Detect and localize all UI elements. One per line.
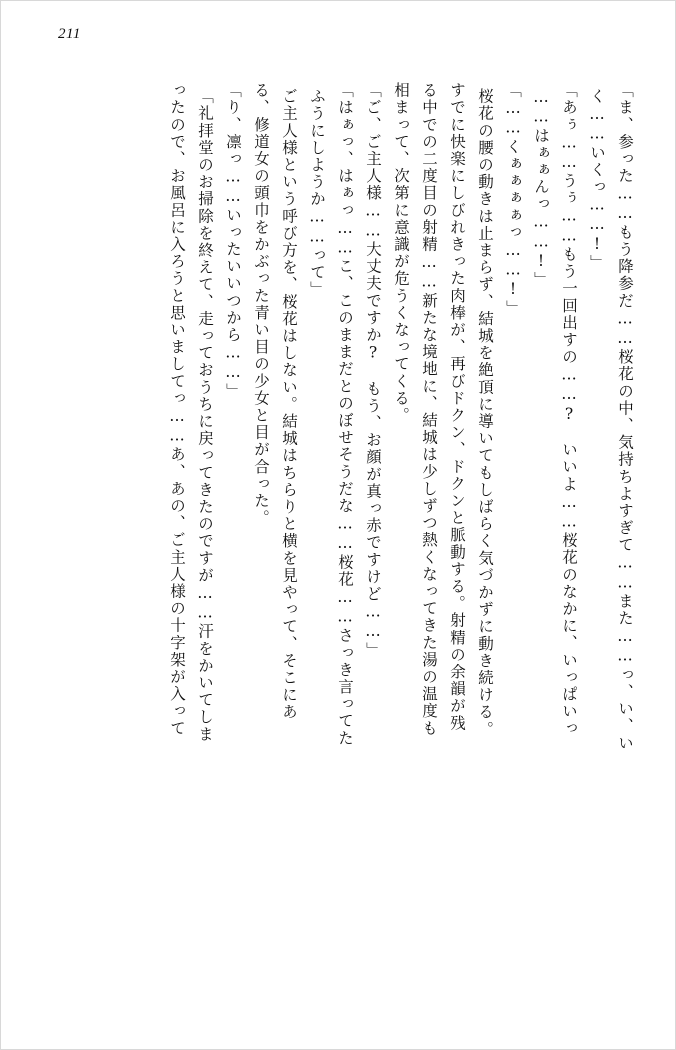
vertical-text-body bbox=[44, 82, 632, 1002]
text-column: ご主人様という呼び方を、桜花はしない。結城はちらりと横を見やって、そこにあ bbox=[280, 88, 298, 721]
text-column: 「ご、ご主人様……大丈夫ですか? もう、お顔が真っ赤ですけど……」 bbox=[364, 82, 382, 659]
text-column: 「はぁっ、はぁっ……こ、このままだとのぼせそうだな……桜花……さっき言ってた bbox=[336, 82, 354, 747]
text-column: 「礼拝堂のお掃除を終えて、走っておうちに戻ってきたのですが……汗をかいてしま bbox=[196, 88, 214, 743]
page-number: 211 bbox=[58, 26, 81, 42]
text-column: 「ま、参った……もう降参だ……桜花の中、気持ちよすぎて……また……っ、い、い bbox=[616, 82, 634, 752]
text-column: ふうにしようか……って」 bbox=[308, 88, 326, 299]
text-column: ……はぁぁんっ……!」 bbox=[532, 88, 550, 289]
text-column: 桜花の腰の動きは止まらず、結城を絶頂に導いてもしばらく気づかずに動き続ける。 bbox=[476, 88, 494, 738]
text-column: 「……くぁぁぁぁっ……!」 bbox=[504, 82, 522, 317]
text-column: る、修道女の頭巾をかぶった青い目の少女と目が合った。 bbox=[252, 82, 270, 527]
text-column: く……いくっ……!」 bbox=[588, 88, 606, 272]
text-column: ったので、お風呂に入ろうと思いましてっ……あ、あの、ご主人様の十字架が入って bbox=[168, 82, 186, 737]
text-column: 「り、凛っ……いったいいつから……」 bbox=[224, 82, 242, 400]
text-column: 「あぅ……うぅ……もう一回出すの……? いいよ……桜花のなかに、いっぱいっ bbox=[560, 82, 578, 738]
text-column: すでに快楽にしびれきった肉棒が、再びドクン、ドクンと脈動する。射精の余韻が残 bbox=[448, 82, 466, 732]
text-column: 相まって、次第に意識が危うくなってくる。 bbox=[392, 82, 410, 424]
text-column: る中での二度目の射精……新たな境地に、結城は少しずつ熱くなってきた湯の温度も bbox=[420, 82, 438, 737]
